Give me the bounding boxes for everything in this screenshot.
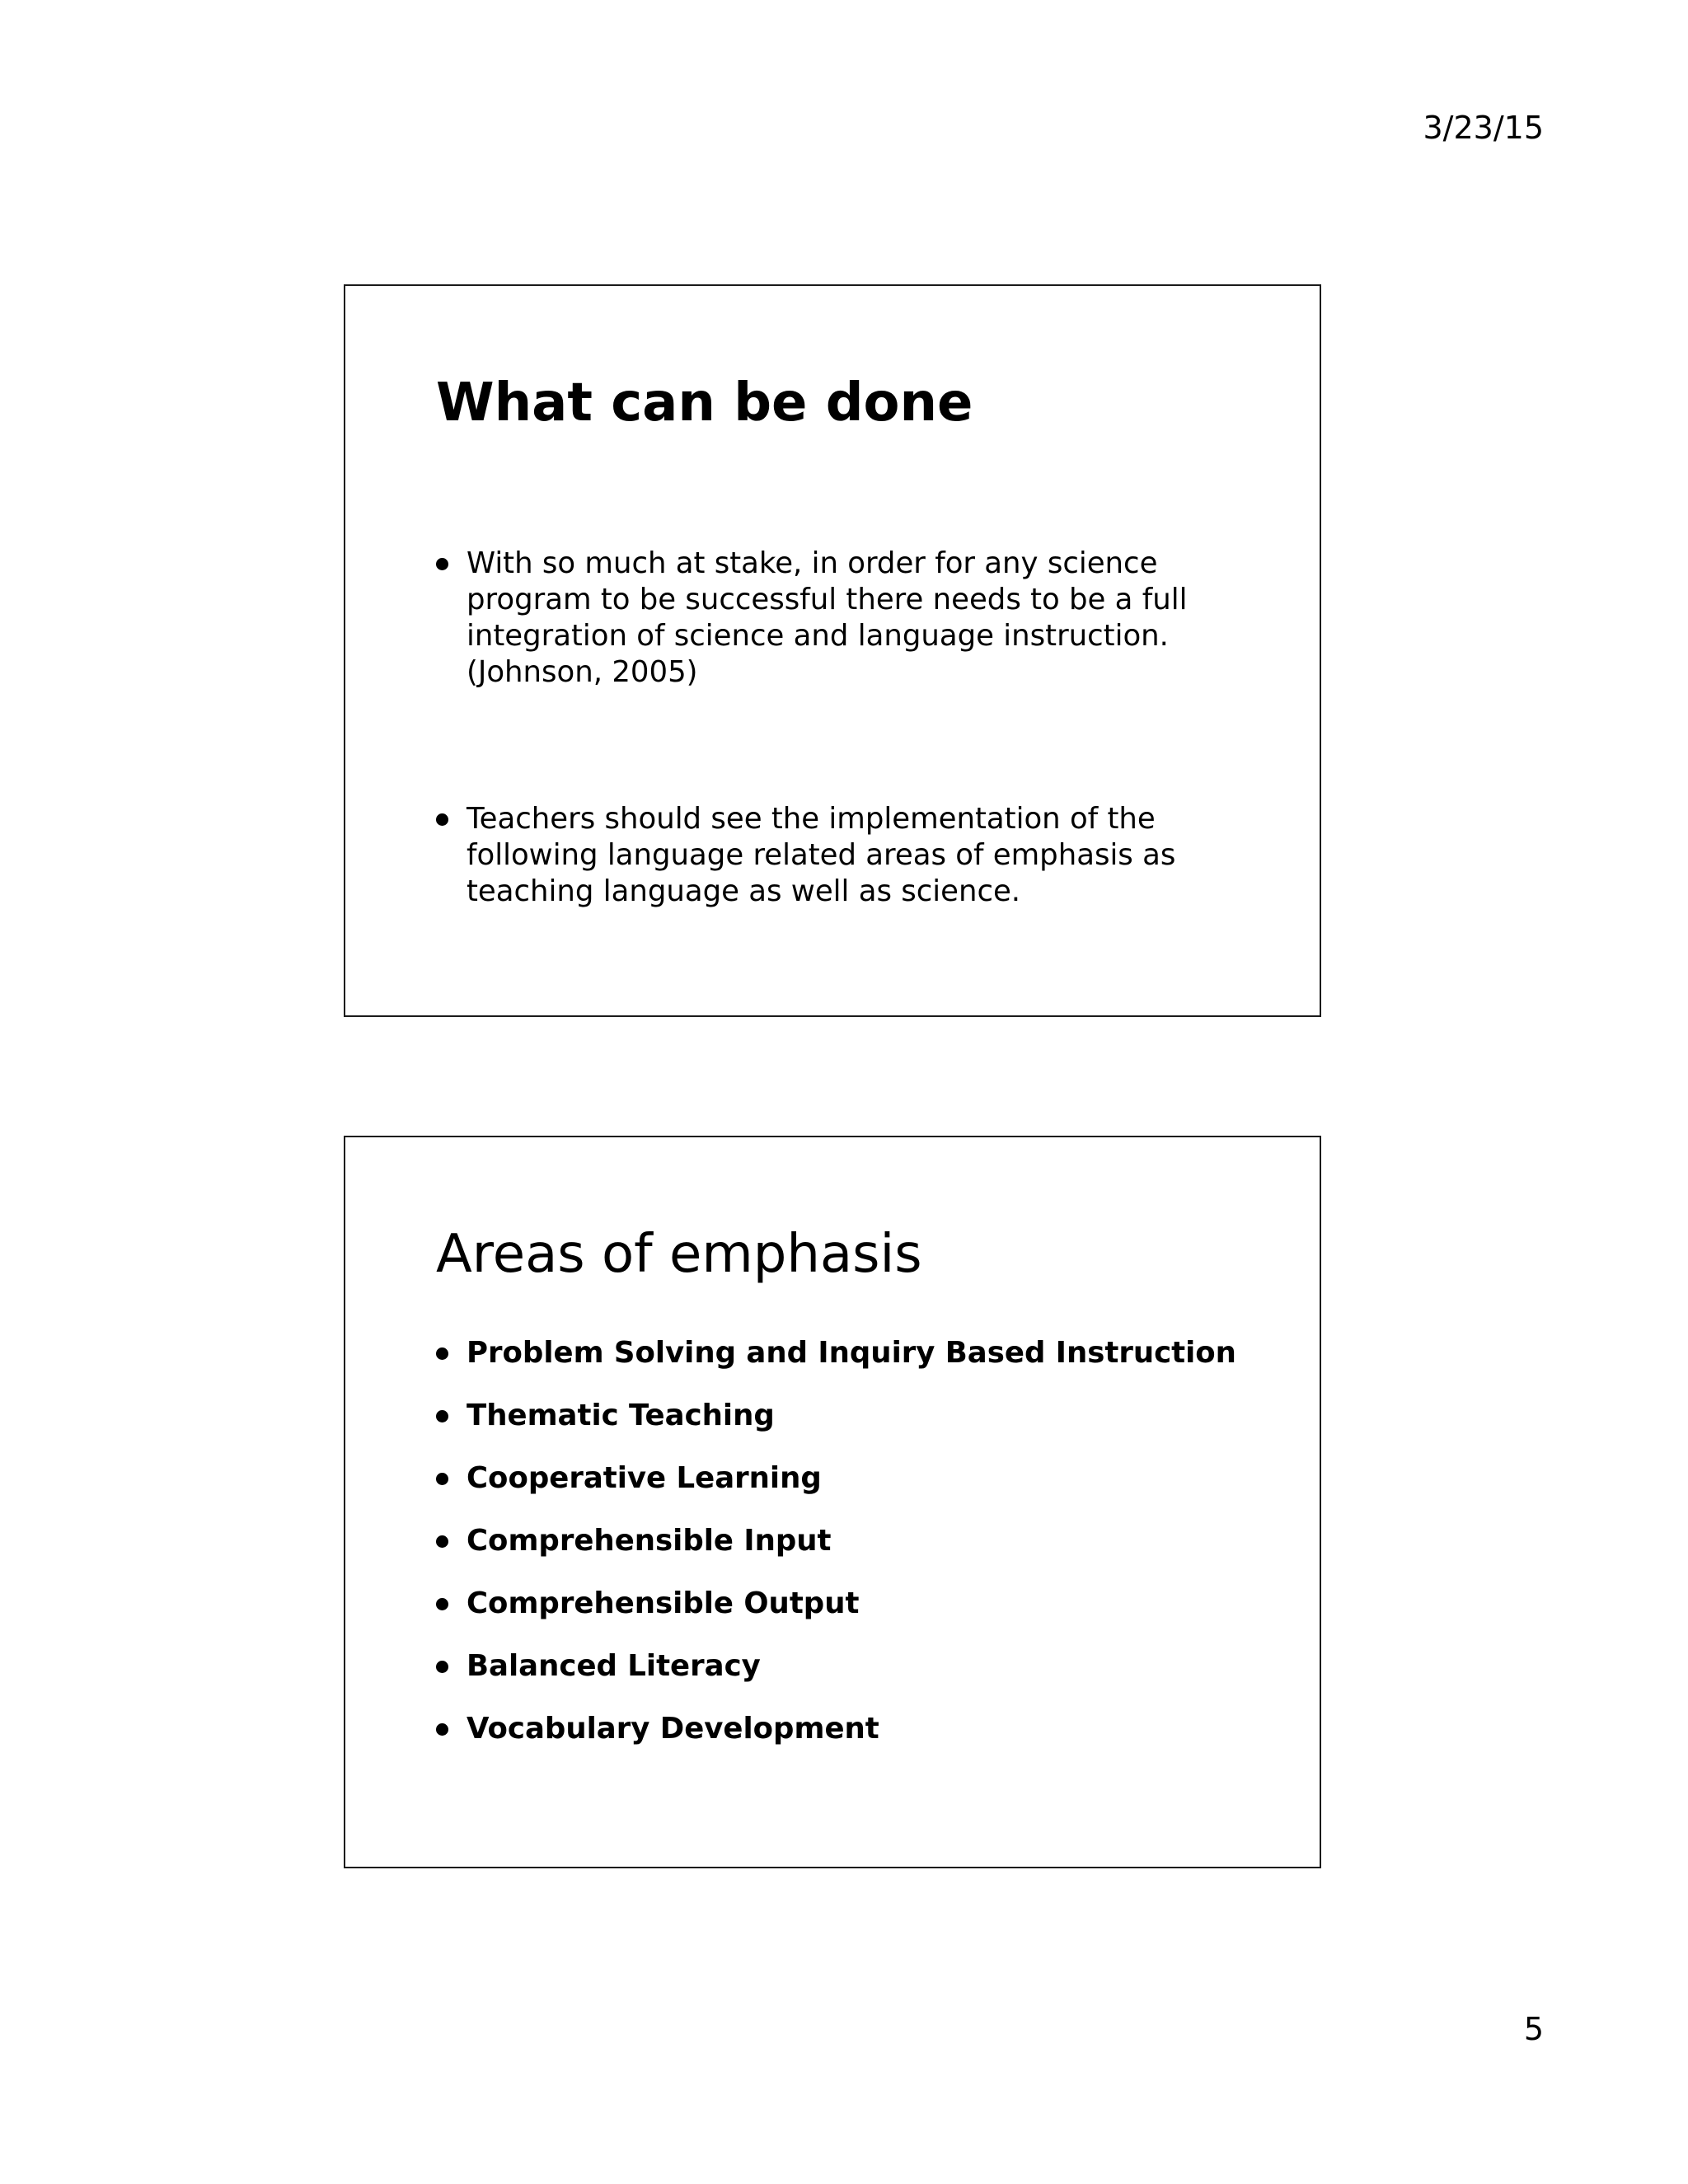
- list-item: [436, 1711, 1260, 1747]
- bullet-text: Balanced Literacy: [467, 1649, 761, 1683]
- bullet-icon: [436, 1598, 448, 1610]
- bullet-icon: [436, 1347, 448, 1360]
- slide-title: Areas of emphasis: [436, 1224, 922, 1285]
- page-date: 3/23/15: [1423, 110, 1544, 146]
- list-item: [436, 1398, 1260, 1434]
- bullet-text: Comprehensible Input: [467, 1524, 832, 1558]
- bullet-icon: [436, 1661, 448, 1673]
- bullet-icon: [436, 1473, 448, 1485]
- bullet-text: Teachers should see the implementation of the following language related areas of emphasis as teaching language as well as science.: [467, 802, 1176, 908]
- bullet-list: [436, 546, 1260, 910]
- bullet-text: Problem Solving and Inquiry Based Instruction: [467, 1336, 1236, 1370]
- list-item: [436, 801, 1260, 910]
- list-item: [436, 1523, 1260, 1559]
- list-item: [436, 1648, 1260, 1685]
- slide-title: What can be done: [436, 373, 973, 434]
- bullet-text: Cooperative Learning: [467, 1461, 822, 1495]
- list-item: [436, 1335, 1260, 1371]
- page-number: 5: [1523, 2011, 1544, 2047]
- bullet-icon: [436, 1723, 448, 1736]
- bullet-text: Vocabulary Development: [467, 1712, 879, 1746]
- list-item: [436, 1586, 1260, 1622]
- slide-areas-of-emphasis: [344, 1136, 1321, 1868]
- bullet-icon: [436, 558, 448, 570]
- list-item: [436, 1460, 1260, 1497]
- slide-what-can-be-done: [344, 284, 1321, 1017]
- bullet-icon: [436, 1535, 448, 1548]
- bullet-icon: [436, 813, 448, 826]
- bullet-text: Comprehensible Output: [467, 1586, 860, 1620]
- bullet-list: [436, 1335, 1260, 1774]
- bullet-text: Thematic Teaching: [467, 1399, 775, 1432]
- bullet-icon: [436, 1410, 448, 1422]
- list-item: [436, 546, 1260, 691]
- bullet-text: With so much at stake, in order for any science program to be successful there needs to be a full integration of science and language instruction. (Johnson, 2005): [467, 546, 1188, 689]
